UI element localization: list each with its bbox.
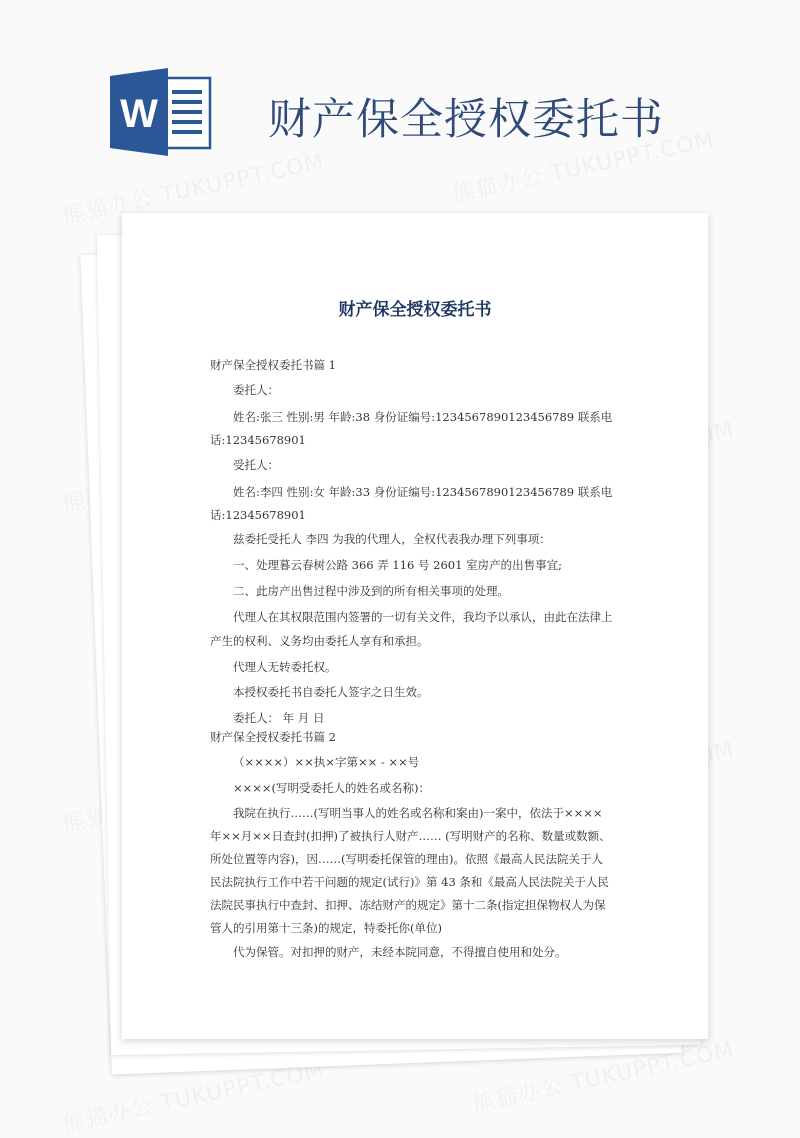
paragraph-line: 兹委托受托人 李四 为我的代理人，全权代表我办理下列事项： (233, 532, 551, 546)
paragraph-line: 代为保管。对扣押的财产，未经本院同意，不得擅自使用和处分。 (233, 945, 567, 959)
section-heading: 财产保全授权委托书篇 2 (210, 730, 336, 744)
paragraph-line: 法院民事执行中查封、扣押、冻结财产的规定》第十二条(指定担保物权人为保 (210, 898, 606, 912)
paragraph-line: ××××(写明受委托人的姓名或名称)： (233, 781, 431, 795)
document-page (122, 213, 708, 1039)
paragraph-line: 一、处理暮云春树公路 366 弄 116 号 2601 室房产的出售事宜; (233, 558, 562, 572)
paragraph-line: 年××月××日查封(扣押)了被执行人财产…… (写明财产的名称、数量或数额、 (210, 829, 611, 843)
page-title: 财产保全授权委托书 (268, 95, 664, 145)
paragraph-line: 话:12345678901 (210, 508, 306, 522)
paragraph-line: 民法院执行工作中若干问题的规定(试行)》第 43 条和《最高人民法院关于人民 (210, 875, 609, 889)
paragraph-line: 受托人： (233, 458, 279, 472)
paragraph-line: （××××）××执×字第×× - ××号 (233, 755, 420, 769)
paragraph-line: 话:12345678901 (210, 433, 306, 447)
paragraph-line: 管人的引用第十三条)的规定，特委托你(单位) (210, 921, 442, 935)
paragraph-line: 本授权委托书自委托人签字之日生效。 (233, 685, 429, 699)
paragraph-line: 产生的权利、义务均由委托人享有和承担。 (210, 634, 429, 648)
paragraph-line: 姓名:张三 性别:男 年龄:38 身份证编号:123456789012345678​9 联系电 (233, 410, 613, 424)
paragraph-line: 姓名:李四 性别:女 年龄:33 身份证编号:123456789012345678​9 联系电 (233, 485, 613, 499)
word-logo-icon (110, 68, 214, 156)
signature-line: 委托人： 年 月 日 (233, 711, 325, 725)
paragraph-line: 我院在执行……(写明当事人的姓名或名称和案由)一案中，依法于×××× (233, 806, 603, 820)
section-heading: 财产保全授权委托书篇 1 (210, 358, 336, 372)
paragraph-line: 委托人： (233, 383, 279, 397)
paragraph-line: 代理人在其权限范围内签署的一切有关文件，我均予以承认，由此在法律上 (233, 610, 613, 624)
document-title: 财产保全授权委托书 (338, 300, 492, 320)
word-logo-letter: W (120, 92, 158, 136)
paragraph-line: 所处位置等内容)，因……(写明委托保管的理由)。依照《最高人民法院关于人 (210, 852, 603, 866)
paragraph-line: 代理人无转委托权。 (233, 660, 337, 674)
paragraph-line: 二、此房产出售过程中涉及到的所有相关事项的处理。 (233, 584, 509, 598)
